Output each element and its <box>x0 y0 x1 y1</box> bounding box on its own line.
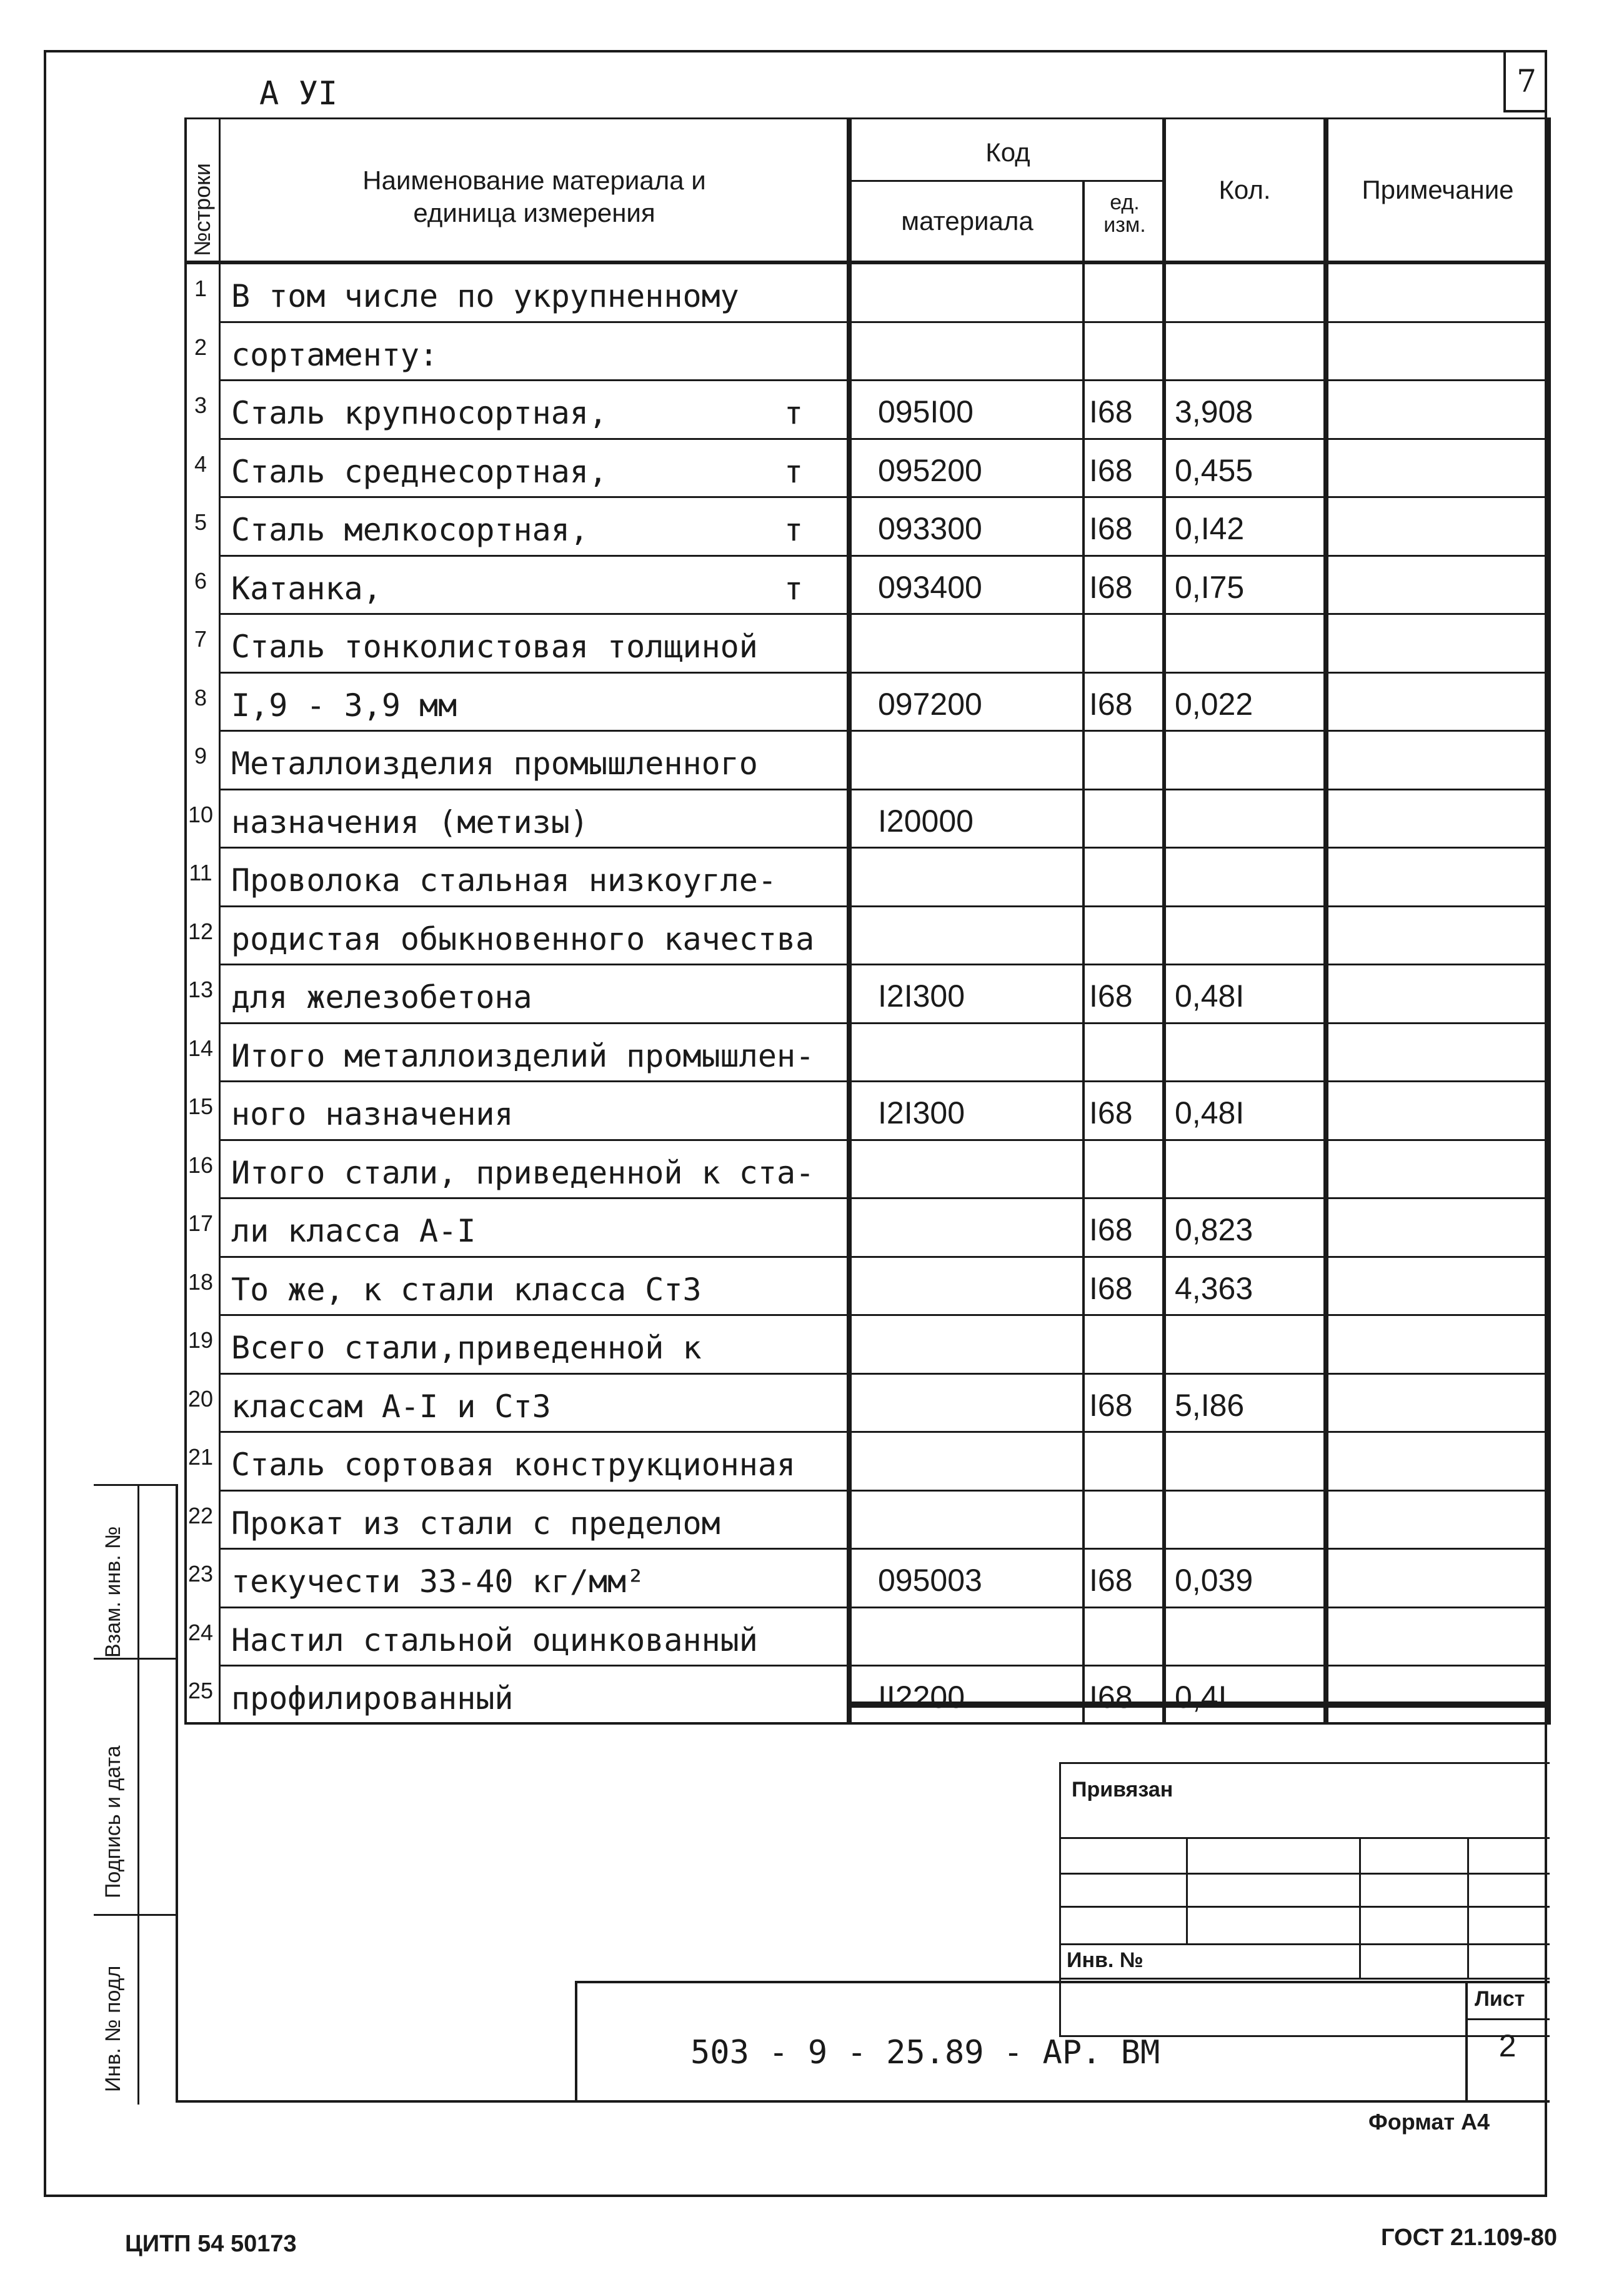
material-code: II2200 <box>878 1680 965 1715</box>
quantity: 0,I42 <box>1175 511 1245 546</box>
row-number: 10 <box>187 801 214 827</box>
row-number: 7 <box>194 626 207 652</box>
material-name: Итого металлоизделий промышлен- <box>231 1037 815 1074</box>
quantity: 0,48I <box>1175 1095 1245 1130</box>
material-name: для железобетона <box>231 979 532 1015</box>
row-number: 24 <box>187 1619 214 1645</box>
table-row <box>184 1492 1550 1550</box>
table-row <box>184 557 1550 615</box>
material-name: Проволока стальная низкоугле- <box>231 862 777 899</box>
header-qty: Кол. <box>1218 175 1271 204</box>
material-name: Итого стали, приведенной к ста- <box>231 1154 815 1191</box>
unit-code: I68 <box>1089 452 1133 488</box>
header-row-no: №строки <box>189 162 215 256</box>
header-code-material: материала <box>901 206 1034 236</box>
unit-code: I68 <box>1089 1680 1133 1715</box>
table-row <box>184 381 1550 440</box>
material-name: Настил стальной оцинкованный <box>231 1622 758 1658</box>
quantity: 0,48I <box>1175 979 1245 1014</box>
material-name: Катанка, <box>231 570 382 607</box>
table-row <box>184 790 1550 849</box>
table-row <box>184 1433 1550 1492</box>
material-code: 093300 <box>878 511 982 546</box>
material-name: ли класса А-I <box>231 1213 476 1249</box>
table-row <box>184 615 1550 674</box>
material-code: 095200 <box>878 452 982 488</box>
material-name: родистая обыкновенного качества <box>231 920 815 957</box>
row-number: 6 <box>194 567 207 594</box>
sheet-corner-number: 7 <box>1503 50 1547 112</box>
table-row <box>184 1199 1550 1258</box>
table-row <box>184 1608 1550 1667</box>
table-row <box>184 849 1550 907</box>
list-label: Лист <box>1475 1987 1525 2011</box>
quantity: 0,455 <box>1175 452 1253 488</box>
material-code: I2I300 <box>878 1095 965 1130</box>
row-number: 1 <box>194 276 207 301</box>
row-number: 14 <box>187 1035 214 1061</box>
material-name: Сталь крупносортная, <box>231 395 608 431</box>
side-label-podpis: Подпись и дата <box>101 1745 125 1898</box>
table-row <box>184 264 1550 323</box>
quantity: 5,I86 <box>1175 1387 1245 1423</box>
material-name: назначения (метизы) <box>231 804 589 840</box>
unit-code: I68 <box>1089 1212 1133 1247</box>
document-designation: 503 - 9 - 25.89 - АР. ВМ <box>690 2034 1160 2071</box>
unit-code: I68 <box>1089 686 1133 722</box>
row-number: 8 <box>194 684 207 710</box>
row-number: 15 <box>187 1094 214 1119</box>
table-row <box>184 907 1550 966</box>
unit-code: I68 <box>1089 511 1133 546</box>
material-name: профилированный <box>231 1680 514 1716</box>
material-name: То же, к стали класса Ст3 <box>231 1271 702 1308</box>
name-unit: т <box>784 570 804 607</box>
row-number: 9 <box>194 743 207 769</box>
row-number: 3 <box>194 392 207 418</box>
name-unit: т <box>784 512 804 548</box>
material-name: Всего стали,приведенной к <box>231 1330 702 1366</box>
material-code: 095003 <box>878 1563 982 1598</box>
unit-code: I68 <box>1089 979 1133 1014</box>
material-name: В том числе по укрупненному <box>231 278 739 314</box>
quantity: 0,4I <box>1175 1680 1227 1715</box>
row-number: 22 <box>187 1502 214 1528</box>
material-name: классам А-I и Ст3 <box>231 1388 551 1425</box>
title-block <box>178 1725 1550 2103</box>
unit-code: I68 <box>1089 394 1133 429</box>
material-name: Сталь мелкосортная, <box>231 512 589 548</box>
row-number: 18 <box>187 1268 214 1295</box>
header-code-group: Код <box>985 137 1030 167</box>
side-strip <box>94 1484 178 2103</box>
unit-code: I68 <box>1089 1270 1133 1306</box>
footer-left: ЦИТП 54 50173 <box>125 2231 297 2257</box>
table-row <box>184 1667 1550 1725</box>
table-row <box>184 1141 1550 1200</box>
material-name: I,9 - 3,9 мм <box>231 687 457 724</box>
row-number: 12 <box>187 918 214 944</box>
row-number: 5 <box>194 509 207 535</box>
privyazan-label: Привязан <box>1072 1778 1173 1801</box>
row-number: 19 <box>187 1327 214 1353</box>
table-row <box>184 498 1550 557</box>
header-code-unit: ед. изм. <box>1103 191 1146 237</box>
table-row <box>184 1316 1550 1375</box>
material-code: 093400 <box>878 569 982 605</box>
side-label-inv-podl: Инв. № подл <box>101 1965 125 2092</box>
row-number: 25 <box>187 1678 214 1703</box>
quantity: 0,823 <box>1175 1212 1253 1247</box>
header-note: Примечание <box>1362 175 1514 204</box>
table-row <box>184 674 1550 732</box>
material-name: Сталь среднесортная, <box>231 453 608 490</box>
unit-code: I68 <box>1089 1095 1133 1130</box>
quantity: 0,022 <box>1175 686 1253 722</box>
name-unit: т <box>784 453 804 490</box>
material-name: Сталь сортовая конструкционная <box>231 1447 796 1483</box>
inv-no-label: Инв. № <box>1067 1948 1143 1972</box>
row-number: 17 <box>187 1210 214 1236</box>
table-row <box>184 732 1550 790</box>
quantity: 3,908 <box>1175 394 1253 429</box>
row-number: 13 <box>187 977 214 1002</box>
unit-code: I68 <box>1089 1563 1133 1598</box>
material-code: I2I300 <box>878 979 965 1014</box>
row-number: 20 <box>187 1385 214 1412</box>
material-name: Сталь тонколистовая толщиной <box>231 629 758 665</box>
form-label: А УI <box>259 75 338 112</box>
row-number: 2 <box>194 334 207 360</box>
material-code: 097200 <box>878 686 982 722</box>
material-code: 095I00 <box>878 394 974 429</box>
material-name: ного назначения <box>231 1096 514 1132</box>
table-row <box>184 1375 1550 1433</box>
material-name: Прокат из стали с пределом <box>231 1505 720 1542</box>
material-code: I20000 <box>878 803 974 839</box>
materials-table <box>184 117 1550 1725</box>
material-name: текучести 33-40 кг/мм² <box>231 1563 645 1600</box>
material-name: сортаменту: <box>231 336 439 373</box>
table-row <box>184 1024 1550 1083</box>
row-number: 11 <box>189 860 212 885</box>
list-value: 2 <box>1498 2028 1517 2063</box>
footer-right: ГОСТ 21.109-80 <box>1381 2225 1558 2251</box>
format-label: Формат А4 <box>1368 2109 1490 2135</box>
side-label-vzam: Взам. инв. № <box>101 1526 125 1658</box>
row-number: 16 <box>187 1152 214 1178</box>
unit-code: I68 <box>1089 569 1133 605</box>
quantity: 0,I75 <box>1175 569 1245 605</box>
quantity: 4,363 <box>1175 1270 1253 1306</box>
row-number: 4 <box>194 451 207 477</box>
table-row <box>184 323 1550 382</box>
name-unit: т <box>784 395 804 431</box>
table-row <box>184 1550 1550 1608</box>
row-number: 21 <box>187 1444 214 1470</box>
row-number: 23 <box>187 1561 214 1587</box>
quantity: 0,039 <box>1175 1563 1253 1598</box>
table-row <box>184 1082 1550 1141</box>
table-row <box>184 440 1550 499</box>
header-name: Наименование материала и единица измерения <box>362 166 706 227</box>
material-name: Металлоизделия промышленного <box>231 745 758 782</box>
table-row <box>184 1258 1550 1317</box>
table-row <box>184 965 1550 1024</box>
unit-code: I68 <box>1089 1387 1133 1423</box>
